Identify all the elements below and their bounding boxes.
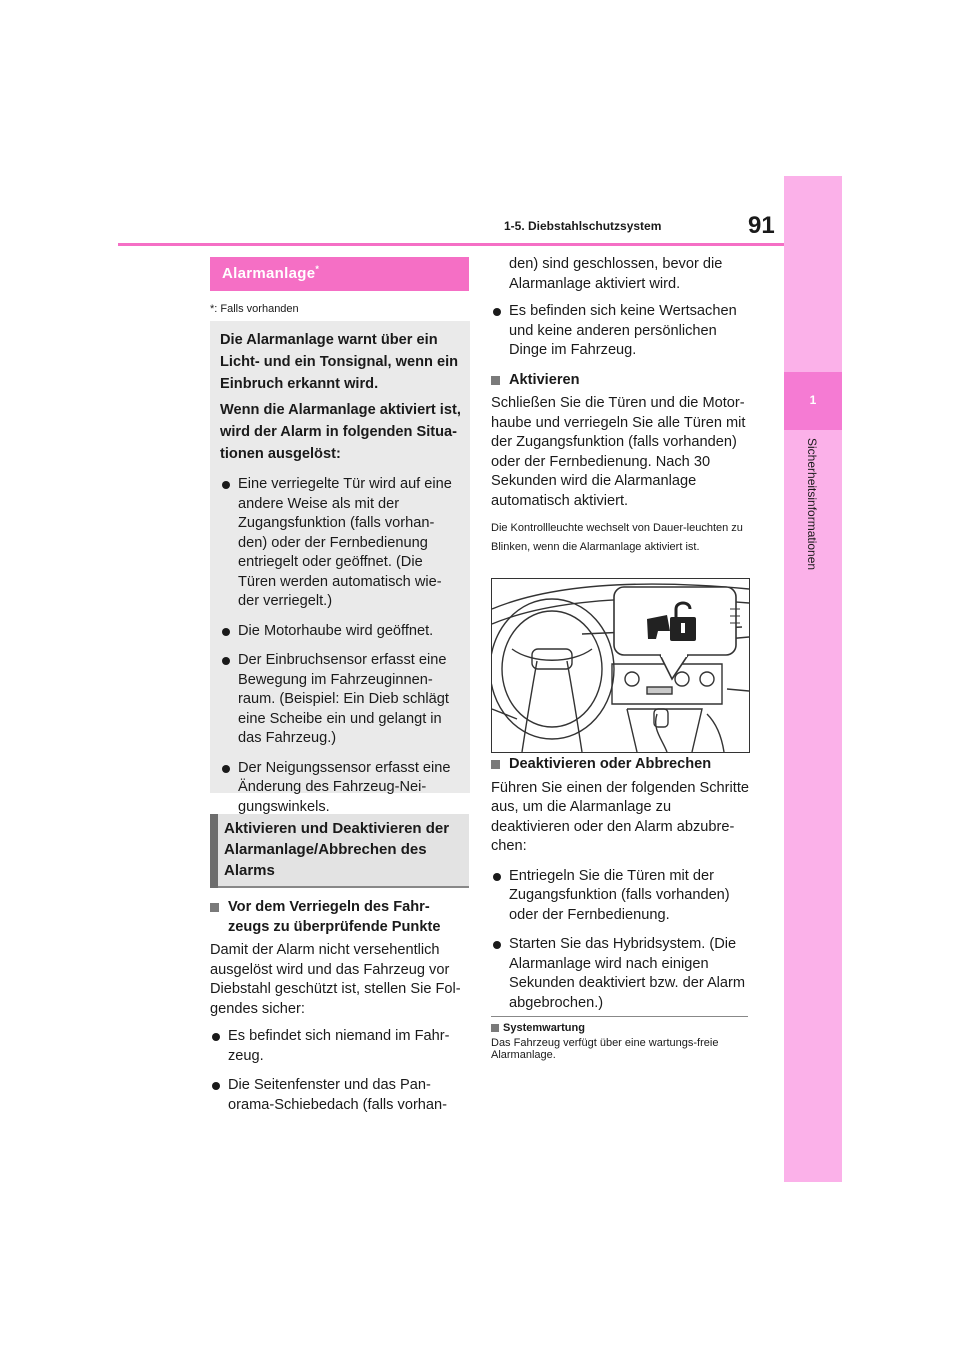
check-text: Damit der Alarm nicht versehentlich ausgelöst wird und das Fahrzeug vor Diebstahl geschützt ist, stellen Sie Fol-gendes sicher: xyxy=(210,942,461,1017)
activate-text: Schließen Sie die Türen und die Motor-haube und verriegeln Sie alle Türen mit der Zugangsfunktion (falls vorhanden) oder der Fernbedienung. Nach 30 Sekunden wird die Alarmanlage automatisch aktiviert. xyxy=(491,395,746,509)
list-item: Starten Sie das Hybridsystem. (Die Alarmanlage wird nach einigen Sekunden deaktiviert bzw. der Alarm abgebrochen.) xyxy=(491,935,751,1013)
continued-text: den) sind geschlossen, bevor die Alarmanlage aktiviert wird. xyxy=(509,256,723,292)
notes-divider xyxy=(491,1016,748,1017)
deactivate-text: Führen Sie einen der folgenden Schritte aus, um die Alarmanlage zu deaktivieren oder den Alarm abzubre-chen: xyxy=(491,779,749,854)
bullet-icon xyxy=(222,628,230,636)
footnote: *: Falls vorhanden xyxy=(210,303,299,315)
left-column-body xyxy=(210,898,470,1125)
square-bullet-icon xyxy=(491,760,500,769)
maintenance-note xyxy=(491,1022,748,1061)
maintenance-text: Das Fahrzeug verfügt über eine wartungs-freie Alarmanlage. xyxy=(491,1037,719,1061)
list-item: Die Motorhaube wird geöffnet. xyxy=(220,622,462,642)
bullet-icon xyxy=(222,765,230,773)
list-item: Entriegeln Sie die Türen mit der Zugangsfunktion (falls vorhanden) oder der Fernbedienung. xyxy=(491,867,751,926)
right-column-body-lower xyxy=(491,755,751,1023)
bullet-icon xyxy=(222,657,230,665)
section2-title: Aktivieren und Deaktivieren der Alarmanlage/Abbrechen des Alarms xyxy=(224,820,450,879)
activate-note: Die Kontrollleuchte wechselt von Dauer-leuchten zu Blinken, wenn die Alarmanlage aktiviert ist. xyxy=(491,522,743,553)
section-heading-alarm xyxy=(210,257,469,291)
subheading-check: Vor dem Verriegeln des Fahr-zeugs zu überprüfende Punkte xyxy=(210,898,470,937)
section-marker: * xyxy=(315,264,320,274)
square-bullet-icon xyxy=(210,903,219,912)
bullet-icon xyxy=(212,1033,220,1041)
chapter-label-container xyxy=(784,438,842,598)
heading-accent-bar xyxy=(210,814,218,888)
right-column-body xyxy=(491,255,751,565)
bullet-icon xyxy=(222,481,230,489)
bullet-icon xyxy=(493,941,501,949)
bullet-icon xyxy=(493,308,501,316)
list-item: Es befindet sich niemand im Fahr-zeug. xyxy=(210,1027,470,1066)
section-header: 1-5. Diebstahlschutzsystem xyxy=(504,219,662,233)
page-number: 91 xyxy=(748,212,775,239)
bullet-icon xyxy=(212,1082,220,1090)
chapter-side-tab xyxy=(784,176,842,1182)
square-bullet-icon xyxy=(491,376,500,385)
chapter-number: 1 xyxy=(809,393,817,407)
section-heading-activate-deactivate xyxy=(210,814,469,888)
list-item: Der Einbruchsensor erfasst eine Bewegung im Fahrzeuginnen-raum. (Beispiel: Ein Dieb schlägt eine Scheibe ein und gelangt in das Fahrzeug.) xyxy=(220,651,462,749)
header-rule xyxy=(118,243,785,246)
list-item: Eine verriegelte Tür wird auf eine andere Weise als mit der Zugangsfunktion (falls vorhan-den) oder der Fernbedienung entriegelt oder geöffnet. (Die Türen werden automatisch wie-der verriegelt.) xyxy=(220,475,462,612)
list-item: Die Seitenfenster und das Pan-orama-Schiebedach (falls vorhan- xyxy=(210,1076,470,1115)
subheading-activate: Aktivieren xyxy=(491,371,751,391)
intro-box xyxy=(210,321,470,815)
subheading-deactivate: Deaktivieren oder Abbrechen xyxy=(491,755,751,775)
dashboard-figure xyxy=(492,579,749,752)
square-bullet-icon xyxy=(491,1024,499,1032)
intro-text-1: Die Alarmanlage warnt über ein Licht- und ein Tonsignal, wenn ein Einbruch erkannt wird. xyxy=(220,332,459,392)
bullet-icon xyxy=(493,873,501,881)
list-item: Der Neigungssensor erfasst eine Änderung des Fahrzeug-Nei-gungswinkels. xyxy=(220,759,462,818)
intro-text-2: Wenn die Alarmanlage aktiviert ist, wird der Alarm in folgenden Situa-tionen ausgelöst: xyxy=(220,402,461,462)
section-title: Alarmanlage xyxy=(222,265,316,282)
list-item: Es befinden sich keine Wertsachen und keine anderen persönlichen Dinge im Fahrzeug. xyxy=(491,302,751,361)
dashboard-illustration xyxy=(491,578,750,753)
chapter-label: Sicherheitsinformationen xyxy=(805,438,819,571)
subheading-maintenance: Systemwartung xyxy=(491,1022,748,1034)
